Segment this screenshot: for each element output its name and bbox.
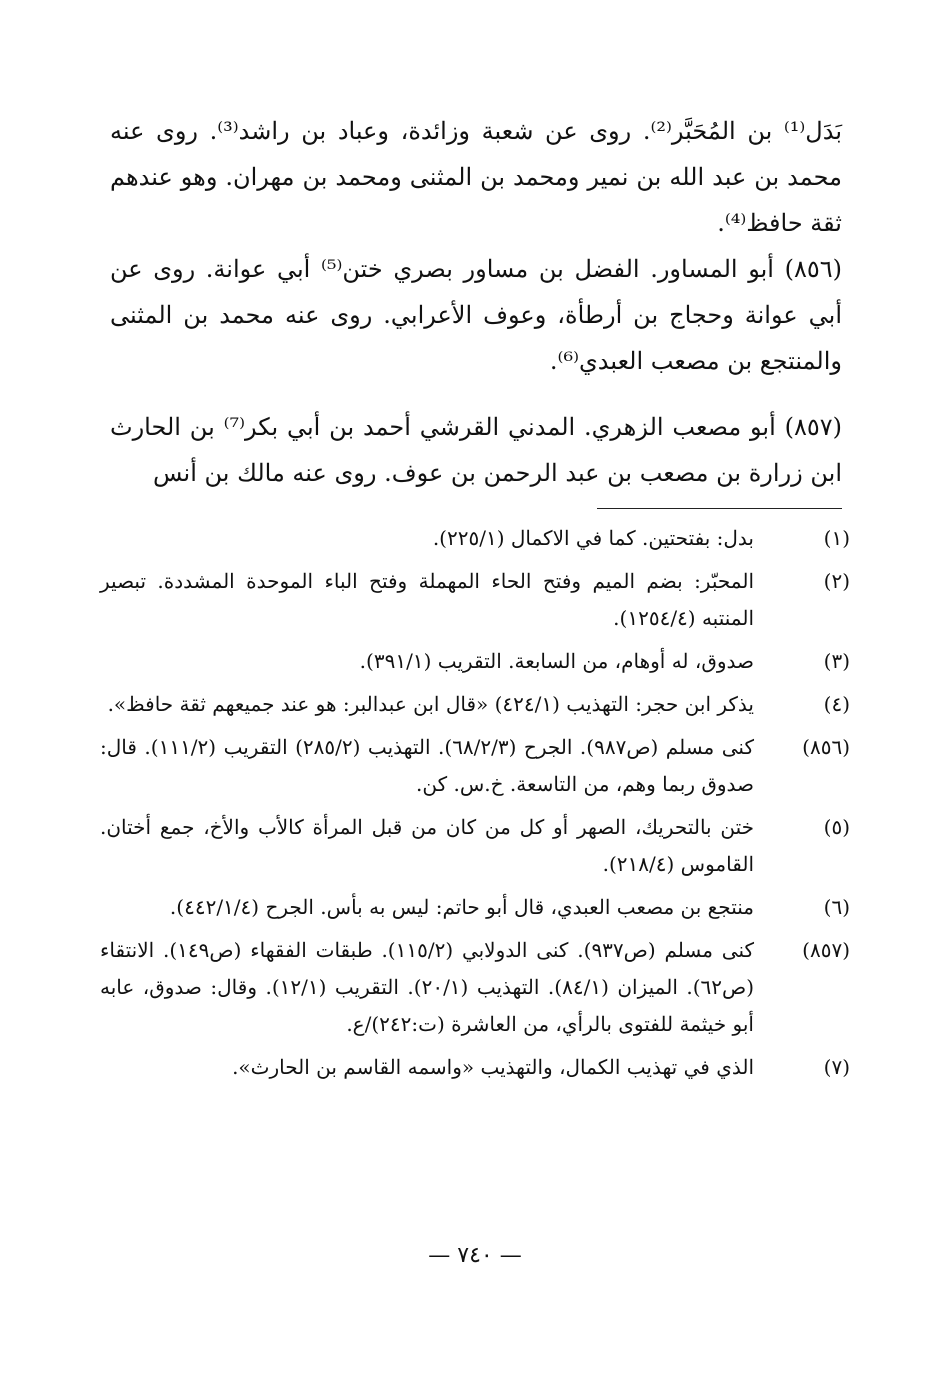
footnote-856 <box>100 729 850 803</box>
footnote-857 <box>100 932 850 1043</box>
footnote-number: (٢) <box>823 569 850 593</box>
entry-857: (٨٥٧) أبو مصعب الزهري. المدني القرشي أحمد بن أبي بكر⁽⁷⁾ بن الحارث ابن زرارة بن مصعب بن عبد الرحمن بن عوف. روى عنه مالك بن أنس <box>110 413 842 487</box>
footnote-2 <box>100 563 850 637</box>
footnote-number: (٨٥٧) <box>802 938 850 962</box>
footnote-number: (٦) <box>823 895 850 919</box>
footnote-4 <box>100 686 850 723</box>
footnotes <box>100 520 850 1092</box>
footnote-1 <box>100 520 850 557</box>
footnote-number: (٤) <box>823 692 850 716</box>
footnote-text: ختن بالتحريك، الصهر أو كل من كان من قبل المرأة كالأب والأخ، جمع أختان. القاموس (٢١٨/٤). <box>100 815 754 876</box>
footnote-text: صدوق، له أوهام، من السابعة. التقريب (٣٩١/١). <box>359 649 754 673</box>
page-number: — ٧٤٠ — <box>428 1243 522 1268</box>
footnote-text: كنى مسلم (ص٩٨٧). الجرح (٦٨/٢/٣). التهذيب (٢٨٥/٢) التقريب (١١١/٢). قال: صدوق ربما وهم، من التاسعة. خ.س. كن. <box>100 735 754 796</box>
entry-856: (٨٥٦) أبو المساور. الفضل بن مساور بصري ختن⁽⁵⁾ أبي عوانة. روى عن أبي عوانة وحجاج بن أرطأة، وعوف الأعرابي. روى عنه محمد بن المثنى والمنتجع بن مصعب العبدي⁽⁶⁾. <box>110 255 842 375</box>
footnote-text: يذكر ابن حجر: التهذيب (٤٢٤/١) «قال ابن عبدالبر: هو عند جميعهم ثقة حافظ». <box>107 692 754 716</box>
footnote-7 <box>100 1049 850 1086</box>
main-text <box>110 108 842 496</box>
footnote-number: (٧) <box>823 1055 850 1079</box>
footnote-number: (٣) <box>823 649 850 673</box>
footnote-number: (٥) <box>823 815 850 839</box>
footnote-number: (١) <box>823 526 850 550</box>
footnote-text: المحبّر: بضم الميم وفتح الحاء المهملة وفتح الباء الموحدة المشددة. تبصير المنتبه (١٢٥٤/٤). <box>100 569 754 630</box>
footnote-text: منتجع بن مصعب العبدي، قال أبو حاتم: ليس به بأس. الجرح (٤٤٢/١/٤). <box>169 895 754 919</box>
footnote-text: الذي في تهذيب الكمال، والتهذيب «واسمه القاسم بن الحارث». <box>232 1055 754 1079</box>
footnote-5 <box>100 809 850 883</box>
footnote-text: بدل: بفتحتين. كما في الاكمال (٢٢٥/١). <box>432 526 754 550</box>
footnote-text: كنى مسلم (ص٩٣٧). كنى الدولابي (١١٥/٢). طبقات الفقهاء (ص١٤٩). الانتقاء (ص٦٢). الميزان (٨٤/١). التهذيب (٢٠/١). التقريب (١٢/١). وقال: صدوق، عابه أبو خيثمة للفتوى بالرأي، من العاشرة (ت:٢٤٢)/ع. <box>100 938 755 1036</box>
footnote-number: (٨٥٦) <box>802 735 850 759</box>
entry-badal: بَدَل⁽¹⁾ بن المُحَبَّر⁽²⁾. روى عن شعبة وزائدة، وعباد بن راشد⁽³⁾. روى عنه محمد بن عبد الله بن نمير ومحمد بن المثنى ومحمد بن مهران. وهو عندهم ثقة حافظ⁽⁴⁾. <box>110 117 843 237</box>
footnote-3 <box>100 643 850 680</box>
footnote-divider <box>597 508 842 509</box>
footnote-6 <box>100 889 850 926</box>
